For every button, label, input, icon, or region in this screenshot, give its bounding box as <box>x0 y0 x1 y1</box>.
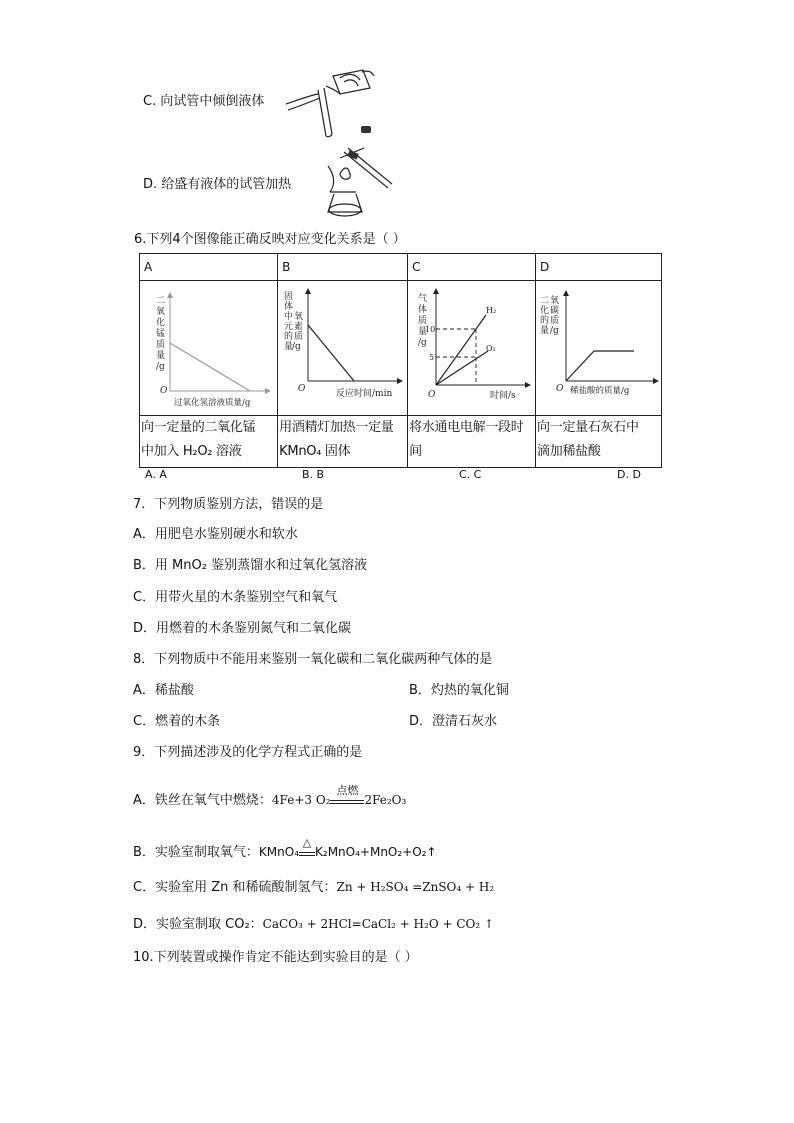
q5-option-c: C. 向试管中倾倒液体 <box>143 94 265 109</box>
graph-c-origin: O <box>428 390 436 400</box>
graph-b <box>278 281 406 411</box>
q9-option-a[interactable] <box>133 784 407 810</box>
q9-option-d[interactable] <box>133 915 494 934</box>
desc-a <box>140 416 278 468</box>
desc-a-line1: 向一定量的二氧化锰 <box>141 420 256 435</box>
desc-c-line2: 间 <box>409 444 422 459</box>
graph-d-origin: O <box>556 384 564 394</box>
graph-c <box>408 281 534 411</box>
q9-b-right: K₂MnO₄+MnO₂+O₂↑ <box>315 845 437 859</box>
desc-a-line2: 中加入 H₂O₂ 溶液 <box>141 444 242 459</box>
graph-d-ylabel-3: 碳 <box>550 306 560 316</box>
graph-d-cell <box>536 281 662 416</box>
graph-d-ylabel-7: /g <box>550 326 559 336</box>
q8-option-b[interactable]: B．灼热的氧化铜 <box>409 683 509 698</box>
graph-c-h2-label: H₂ <box>486 306 497 315</box>
graph-c-ylabel-4: /g <box>418 338 427 348</box>
graph-b-cell <box>278 281 408 416</box>
header-b: B <box>278 254 408 281</box>
graph-c-cell <box>408 281 536 416</box>
graph-b-ylabel-0: 固 <box>284 292 294 302</box>
graph-a-ylabel-2: 化 <box>156 318 166 328</box>
q9-stem: 9．下列描述涉及的化学方程式正确的是 <box>133 745 363 760</box>
graph-a-xlabel: 过氧化氢溶液质量/g <box>174 398 251 408</box>
graph-c-tick-10: 10 <box>425 325 436 334</box>
graph-d-xlabel: 稀盐酸的质量/g <box>570 386 630 396</box>
q9-a-left: 4Fe+3 O₂ <box>271 793 331 807</box>
q9-b-left: KMnO₄ <box>258 845 300 859</box>
q9-option-b[interactable] <box>133 836 437 862</box>
q7-option-a[interactable]: A．用肥皂水鉴别硬水和软水 <box>133 527 298 542</box>
q8-stem: 8．下列物质中不能用来鉴别一氧化碳和二氧化碳两种气体的是 <box>133 652 493 667</box>
desc-d-line2: 滴加稀盐酸 <box>537 444 601 459</box>
graph-c-xlabel: 时间/s <box>490 391 516 401</box>
q8-option-d[interactable]: D．澄清石灰水 <box>409 714 498 729</box>
graph-d-ylabel-2: 化 <box>540 306 550 316</box>
q8-option-a[interactable]: A．稀盐酸 <box>133 683 194 698</box>
q6-answer-d[interactable]: D. D <box>617 468 641 481</box>
header-c: C <box>408 254 536 281</box>
desc-b-line2: KMnO₄ 固体 <box>279 444 351 459</box>
desc-b <box>278 416 408 468</box>
graph-c-ylabel-3: 量 <box>418 327 428 337</box>
graph-b-ylabel-8: 量 <box>284 342 294 352</box>
q9-a-condition: 点燃 <box>336 784 359 797</box>
graph-d-ylabel-0: 二 <box>540 296 550 306</box>
graph-a-ylabel-6: /g <box>156 362 165 372</box>
q6-graph-table <box>139 253 662 468</box>
desc-b-line1: 用酒精灯加热一定量 <box>279 420 394 435</box>
graph-a-ylabel-0: 二 <box>156 296 166 306</box>
graph-c-ylabel-1: 体 <box>418 305 428 315</box>
graph-b-origin: O <box>298 384 306 394</box>
graph-a-ylabel-5: 量 <box>156 351 166 361</box>
graph-d-ylabel-1: 氧 <box>550 296 560 306</box>
desc-d <box>536 416 662 468</box>
graph-a <box>140 281 276 411</box>
q6-answer-c[interactable]: C. C <box>459 468 482 481</box>
graph-a-ylabel-4: 质 <box>156 340 166 350</box>
graph-b-ylabel-9: /g <box>292 342 301 352</box>
q6-stem: 6.下列4个图像能正确反映对应变化关系是（ ） <box>134 232 406 247</box>
graph-a-ylabel-1: 氧 <box>156 307 166 317</box>
graph-b-ylabel-5: 素 <box>294 322 304 332</box>
q7-stem: 7．下列物质鉴别方法，错误的是 <box>133 497 324 512</box>
q6-answer-a[interactable]: A. A <box>145 468 167 481</box>
q9-d-prefix: D．实验室制取 CO₂： <box>133 917 263 932</box>
graph-c-ylabel-0: 气 <box>418 294 428 304</box>
q9-a-arrow <box>330 784 364 804</box>
graph-b-ylabel-6: 的 <box>284 332 294 342</box>
header-a: A <box>140 254 278 281</box>
pour-liquid-illustration <box>278 66 378 138</box>
desc-d-line1: 向一定量石灰石中 <box>537 420 639 435</box>
q9-c-equation: Zn + H₂SO₄ =ZnSO₄ + H₂ <box>336 880 495 894</box>
header-d: D <box>536 254 662 281</box>
q9-b-arrow <box>299 836 315 856</box>
q9-c-prefix: C．实验室用 Zn 和稀硫酸制氢气： <box>133 880 337 895</box>
graph-c-o2-label: O₂ <box>486 344 496 353</box>
q9-b-condition: △ <box>302 836 312 849</box>
q7-option-d[interactable]: D．用燃着的木条鉴别氮气和二氧化碳 <box>133 621 352 636</box>
graph-d-ylabel-6: 量 <box>540 326 550 336</box>
graph-d <box>536 281 660 411</box>
q5-option-d: D. 给盛有液体的试管加热 <box>143 177 292 192</box>
graph-b-ylabel-4: 元 <box>284 322 294 332</box>
graph-b-ylabel-3: 氧 <box>294 312 304 322</box>
q7-option-b[interactable]: B．用 MnO₂ 鉴别蒸馏水和过氧化氢溶液 <box>133 558 368 573</box>
q7-option-c[interactable]: C．用带火星的木条鉴别空气和氧气 <box>133 590 338 605</box>
q9-b-prefix: B．实验室制取氧气： <box>133 845 259 860</box>
graph-d-ylabel-5: 质 <box>550 316 560 326</box>
graph-b-xlabel: 反应时间/min <box>336 389 393 399</box>
q8-option-c[interactable]: C．燃着的木条 <box>133 714 221 729</box>
graph-b-ylabel-7: 质 <box>294 332 304 342</box>
q9-a-right: 2Fe₂O₃ <box>364 793 407 807</box>
q9-option-c[interactable] <box>133 878 494 897</box>
q6-answer-b[interactable]: B. B <box>302 468 325 481</box>
graph-b-ylabel-2: 中 <box>284 312 294 322</box>
graph-a-cell <box>140 281 278 416</box>
desc-c-line1: 将水通电电解一段时 <box>409 420 524 435</box>
graph-a-origin: O <box>160 386 168 396</box>
q10-stem: 10.下列装置或操作肯定不能达到实验目的是（ ） <box>133 950 418 965</box>
desc-c <box>408 416 536 468</box>
q9-d-equation: CaCO₃ + 2HCl=CaCl₂ + H₂O + CO₂ ↑ <box>262 917 495 931</box>
graph-c-ylabel-2: 质 <box>418 316 428 326</box>
graph-b-ylabel-1: 体 <box>284 302 294 312</box>
heat-test-tube-illustration <box>300 144 400 220</box>
graph-d-ylabel-4: 的 <box>540 316 550 326</box>
q9-a-prefix: A．铁丝在氧气中燃烧： <box>133 793 272 808</box>
graph-c-tick-5: 5 <box>429 353 435 362</box>
graph-a-ylabel-3: 锰 <box>156 329 166 339</box>
